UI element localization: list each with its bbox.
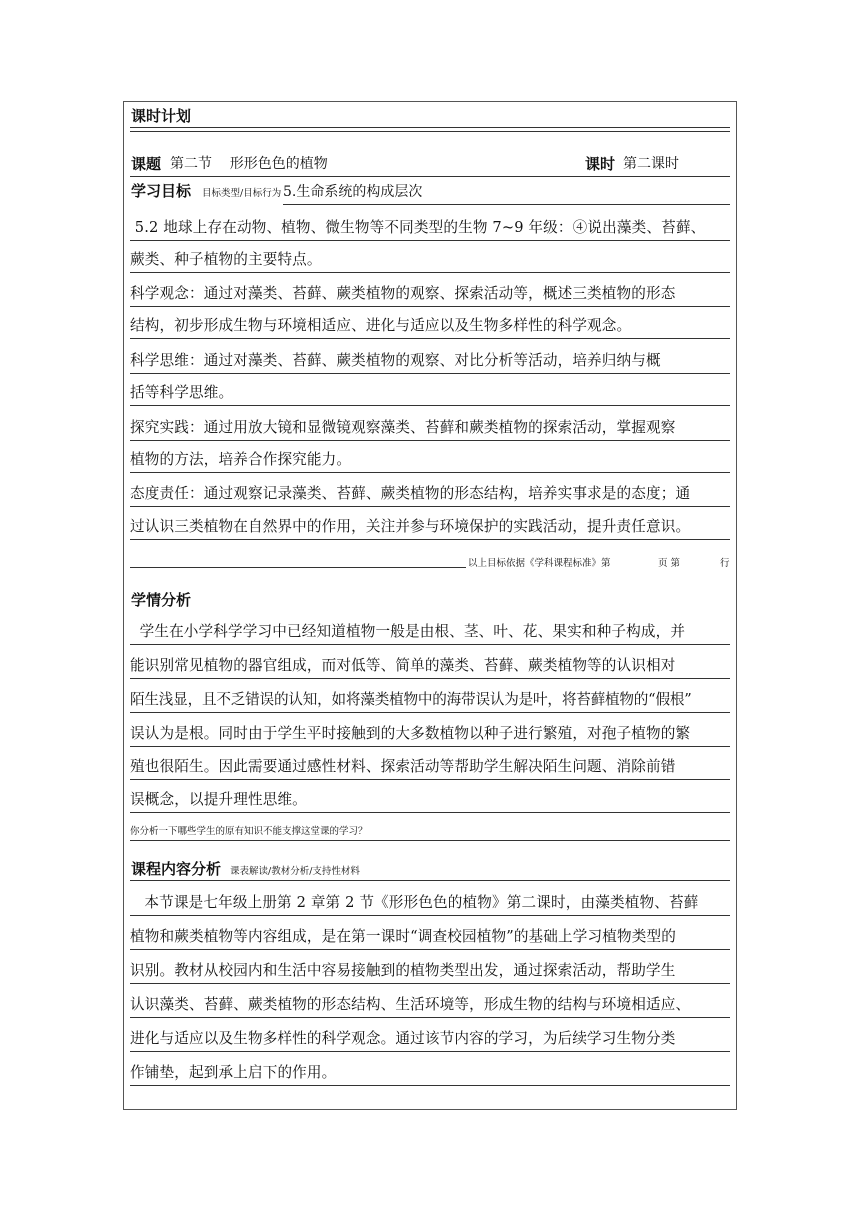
content-line: 植物和蕨类植物等内容组成，是在第一课时“调查校园植物”的基础上学习植物类型的 xyxy=(130,927,730,950)
analysis-line: 误概念，以提升理性思维。 xyxy=(130,790,730,813)
goal-line: 5.2 地球上存在动物、植物、微生物等不同类型的生物 7~9 年级：④说出藻类、苔藓、 xyxy=(130,218,730,241)
goal-line: 探究实践：通过用放大镜和显微镜观察藻类、苔藓和蕨类植物的探索活动，掌握观察 xyxy=(130,418,730,441)
basis-line: 行 xyxy=(720,558,730,569)
goals-standard: 5.生命系统的构成层次 xyxy=(283,182,730,205)
content-line: 认识藻类、苔藓、蕨类植物的形态结构、生活环境等，形成生物的结构与环境相适应、 xyxy=(130,995,730,1018)
goal-line: 科学思维：通过对藻类、苔藓、蕨类植物的观察、对比分析等活动，培养归纳与概 xyxy=(130,351,730,374)
basis-underline xyxy=(130,567,466,568)
analysis-line: 陌生浅显，且不乏错误的认知，如将藻类植物中的海带误认为是叶，将苔藓植物的“假根” xyxy=(130,690,730,713)
content-hint: 课表解读/教材分析/支持性材料 xyxy=(230,866,360,877)
goal-line: 括等科学思维。 xyxy=(130,383,730,406)
content-line: 本节课是七年级上册第 2 章第 2 节《形形色色的植物》第二课时，由藻类植物、苔藓 xyxy=(130,893,730,916)
analysis-label: 学情分析 xyxy=(131,591,192,609)
topic-divider xyxy=(130,176,730,177)
goal-line: 蕨类、种子植物的主要特点。 xyxy=(130,250,730,273)
content-line: 作铺垫，起到承上启下的作用。 xyxy=(130,1063,730,1086)
goal-line: 植物的方法，培养合作探究能力。 xyxy=(130,450,730,473)
page-title: 课时计划 xyxy=(131,107,192,125)
analysis-line: 殖也很陌生。因此需要通过感性材料、探索活动等帮助学生解决陌生问题、消除前错 xyxy=(130,757,730,780)
basis-prefix: 以上目标依据《学科课程标准》第 xyxy=(468,558,611,569)
analysis-line: 能识别常见植物的器官组成，而对低等、简单的藻类、苔藓、蕨类植物等的认识相对 xyxy=(130,656,730,679)
goal-line: 科学观念：通过对藻类、苔藓、蕨类植物的观察、探索活动等，概述三类植物的形态 xyxy=(130,284,730,307)
title-divider xyxy=(130,127,730,132)
content-line: 识别。教材从校园内和生活中容易接触到的植物类型出发，通过探索活动，帮助学生 xyxy=(130,961,730,984)
analysis-question: 你分析一下哪些学生的原有知识不能支撑这堂课的学习？ xyxy=(130,826,730,841)
content-line: 进化与适应以及生物多样性的科学观念。通过该节内容的学习，为后续学习生物分类 xyxy=(130,1029,730,1052)
goals-label: 学习目标 xyxy=(131,182,192,200)
lesson-value: 第二课时 xyxy=(623,156,679,172)
content-divider xyxy=(130,880,730,881)
goals-hint: 目标类型/目标行为 xyxy=(202,188,282,199)
topic-label: 课题 xyxy=(131,155,162,173)
content-label: 课程内容分析 xyxy=(131,860,222,878)
analysis-line: 学生在小学科学学习中已经知道植物一般是由根、茎、叶、花、果实和种子构成，并 xyxy=(130,622,730,645)
analysis-line: 误认为是根。同时由于学生平时接触到的大多数植物以种子进行繁殖，对孢子植物的繁 xyxy=(130,724,730,747)
goal-line: 过认识三类植物在自然界中的作用，关注并参与环境保护的实践活动，提升责任意识。 xyxy=(130,517,730,540)
lesson-label: 课时 xyxy=(585,155,616,173)
basis-page: 页 第 xyxy=(658,558,681,569)
goal-line: 结构，初步形成生物与环境相适应、进化与适应以及生物多样性的科学观念。 xyxy=(130,316,730,339)
goal-line: 态度责任：通过观察记录藻类、苔藓、蕨类植物的形态结构，培养实事求是的态度；通 xyxy=(130,484,730,507)
topic-value: 第二节 形形色色的植物 xyxy=(170,156,328,172)
